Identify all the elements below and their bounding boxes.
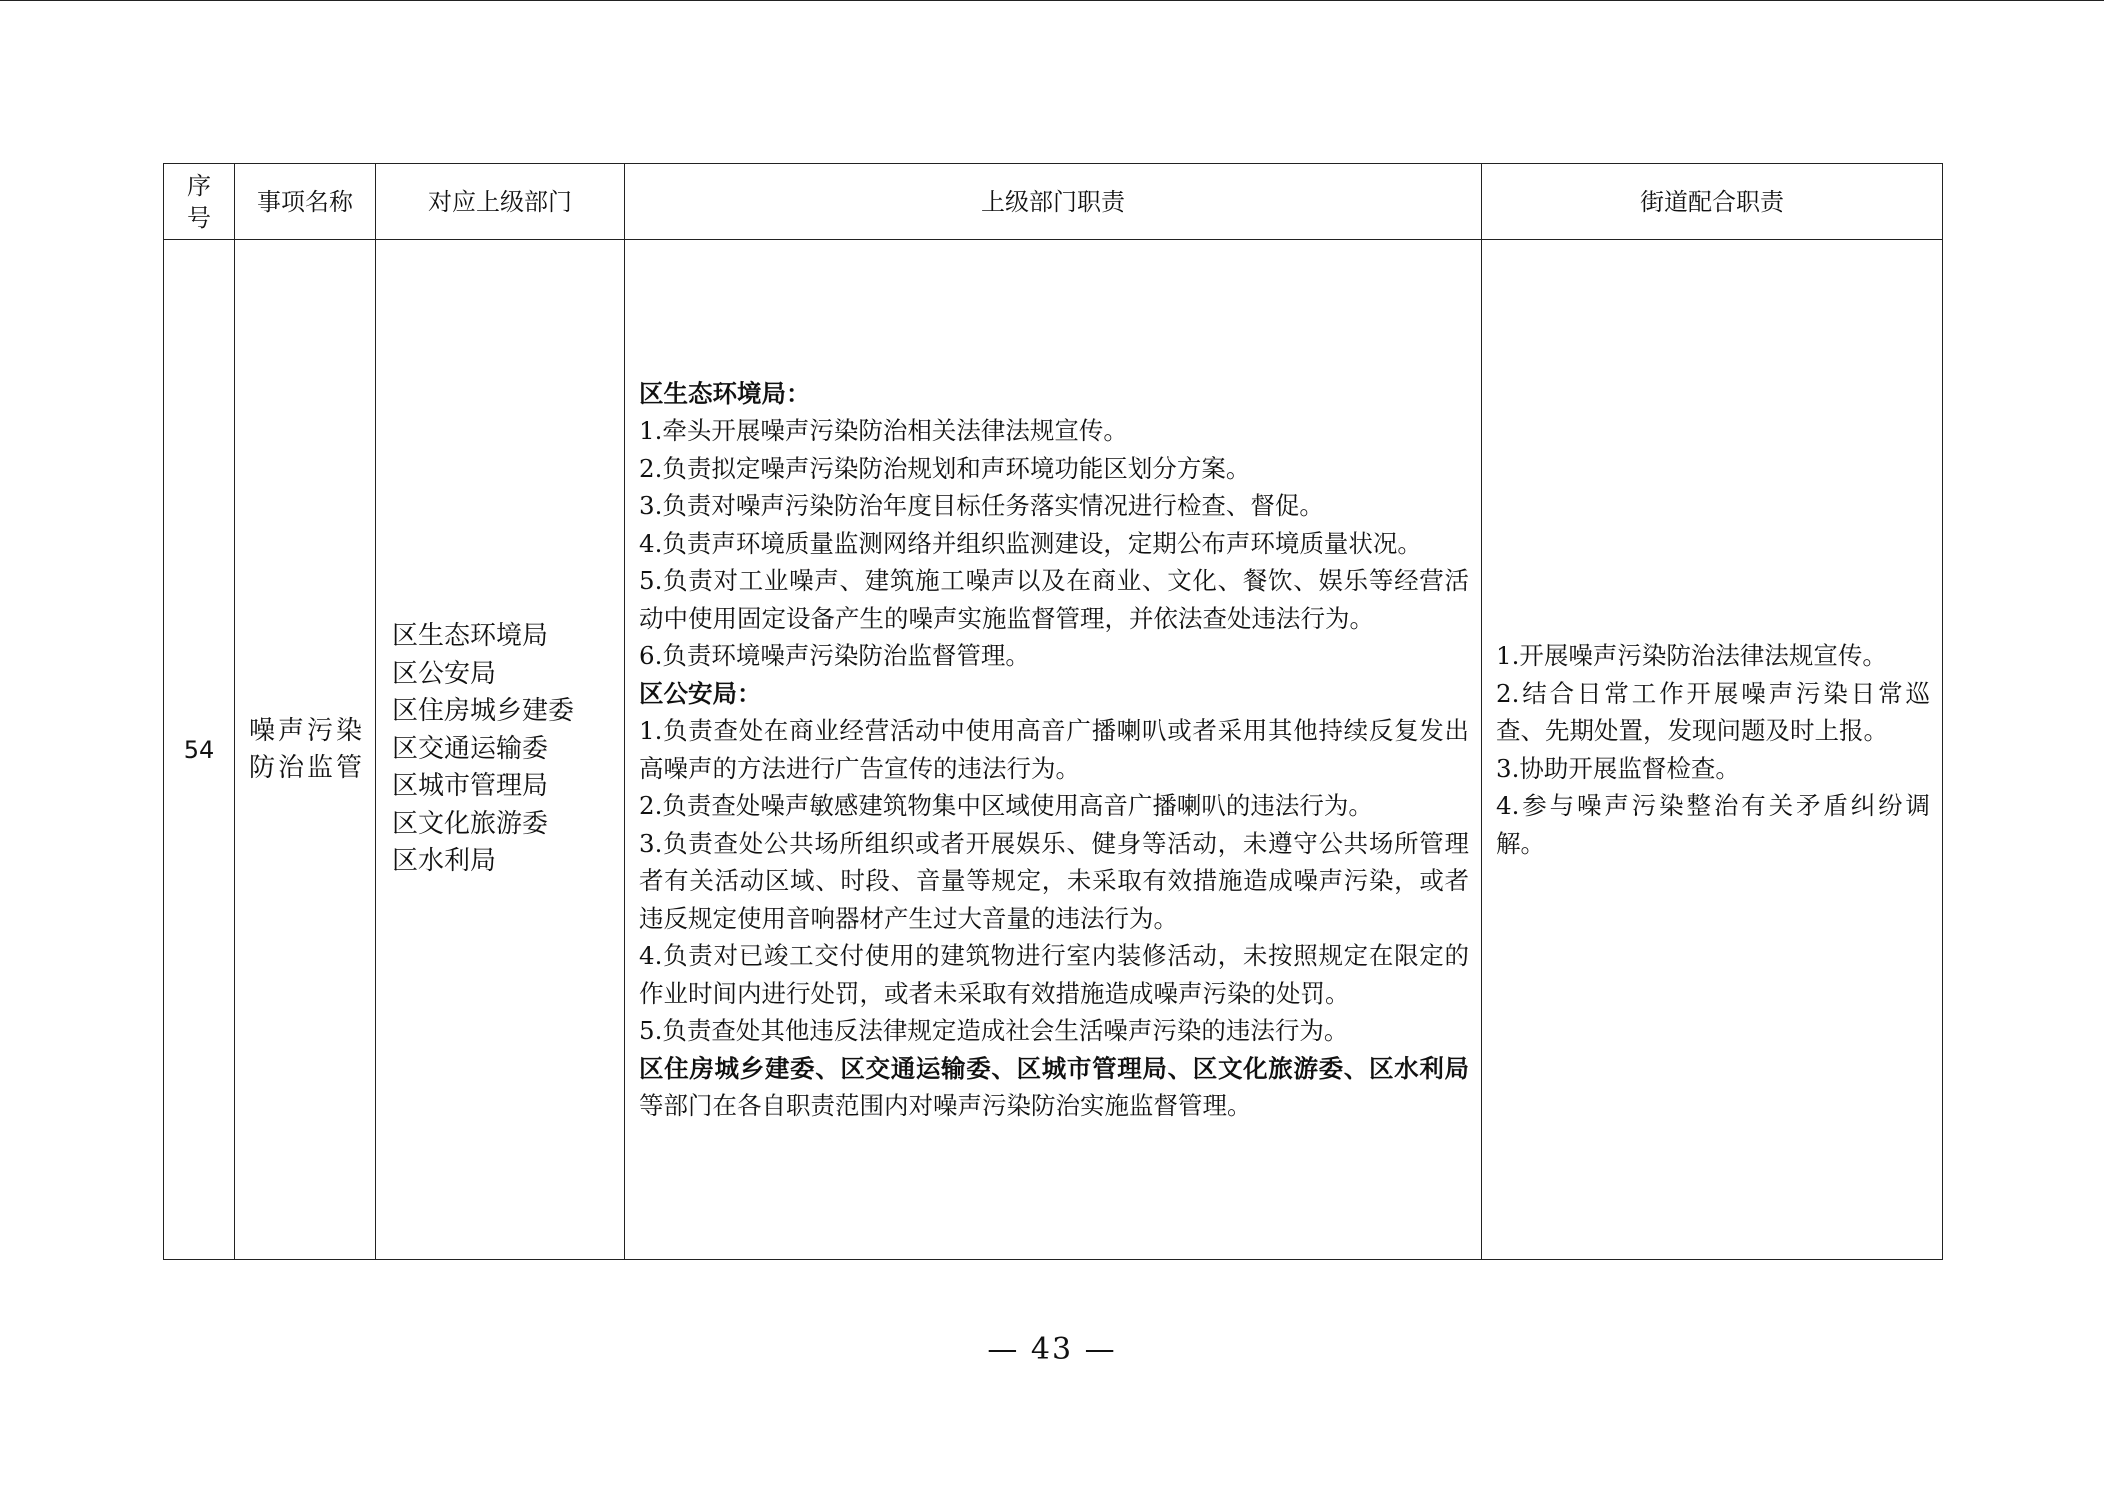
row-seq: 54 <box>164 240 235 1260</box>
department-item: 区交通运输委 <box>392 733 549 764</box>
duty-item: 5.负责查处其他违反法律规定造成社会生活噪声污染的违法行为。 <box>639 1016 1349 1045</box>
street-duty-item: 2.结合日常工作开展噪声污染日常巡查、先期处置，发现问题及时上报。 <box>1496 678 1930 745</box>
header-superior-dept: 对应上级部门 <box>376 164 625 240</box>
other-departments-names: 区住房城乡建委、区交通运输委、区城市管理局、区文化旅游委、区水利局 <box>639 1053 1469 1083</box>
duty-item: 2.负责查处噪声敏感建筑物集中区域使用高音广播喇叭的违法行为。 <box>639 791 1373 820</box>
header-item-name: 事项名称 <box>235 164 376 240</box>
section-title-police-bureau: 区公安局： <box>639 678 762 708</box>
row-departments <box>376 240 625 1260</box>
duty-item: 3.负责查处公共场所组织或者开展娱乐、健身等活动，未遵守公共场所管理者有关活动区域、时段、音量等规定，未采取有效措施造成噪声污染，或者违反规定使用音响器材产生过大音量的违法行为。 <box>639 828 1469 933</box>
duty-item: 1.负责查处在商业经营活动中使用高音广播喇叭或者采用其他持续反复发出高噪声的方法进行广告宣传的违法行为。 <box>639 716 1469 783</box>
duty-item: 3.负责对噪声污染防治年度目标任务落实情况进行检查、督促。 <box>639 491 1324 520</box>
section-title-ecology-bureau: 区生态环境局： <box>639 378 811 408</box>
duty-item: 6.负责环境噪声污染防治监督管理。 <box>639 641 1030 670</box>
duty-item: 2.负责拟定噪声污染防治规划和声环境功能区划分方案。 <box>639 453 1251 483</box>
department-item: 区城市管理局 <box>392 771 549 802</box>
duty-table <box>163 163 1943 1260</box>
header-superior-duty: 上级部门职责 <box>625 164 1482 240</box>
row-street-duty <box>1482 240 1943 1260</box>
header-street-duty: 街道配合职责 <box>1482 164 1943 240</box>
header-seq: 序 号 <box>164 164 235 240</box>
duty-item: 1.牵头开展噪声污染防治相关法律法规宣传。 <box>639 416 1128 445</box>
department-item: 区生态环境局 <box>392 621 549 652</box>
street-duty-item: 4.参与噪声污染整治有关矛盾纠纷调解。 <box>1496 791 1930 858</box>
page-number: — 43 — <box>987 1332 1117 1367</box>
row-superior-duty <box>625 240 1482 1260</box>
duty-item: 4.负责声环境质量监测网络并组织监测建设，定期公布声环境质量状况。 <box>639 528 1422 558</box>
duty-item: 4.负责对已竣工交付使用的建筑物进行室内装修活动，未按照规定在限定的作业时间内进行处罚，或者未采取有效措施造成噪声污染的处罚。 <box>639 941 1469 1008</box>
other-departments-duty: 等部门在各自职责范围内对噪声污染防治实施监督管理。 <box>639 1091 1252 1120</box>
street-duty-item: 1.开展噪声污染防治法律法规宣传。 <box>1496 641 1887 670</box>
duty-item: 5.负责对工业噪声、建筑施工噪声以及在商业、文化、餐饮、娱乐等经营活动中使用固定设备产生的噪声实施监督管理，并依法查处违法行为。 <box>639 566 1469 633</box>
department-item: 区公安局 <box>392 658 497 689</box>
top-border-line <box>0 0 2104 1</box>
department-item: 区水利局 <box>392 846 497 877</box>
street-duty-item: 3.协助开展监督检查。 <box>1496 753 1740 783</box>
table-header-row <box>164 164 1943 240</box>
section-other-departments <box>639 1050 1469 1125</box>
department-item: 区文化旅游委 <box>392 808 549 839</box>
table-row <box>164 240 1943 1260</box>
department-item: 区住房城乡建委 <box>392 696 575 727</box>
row-item-name: 噪声污染防治监管 <box>235 240 376 1260</box>
